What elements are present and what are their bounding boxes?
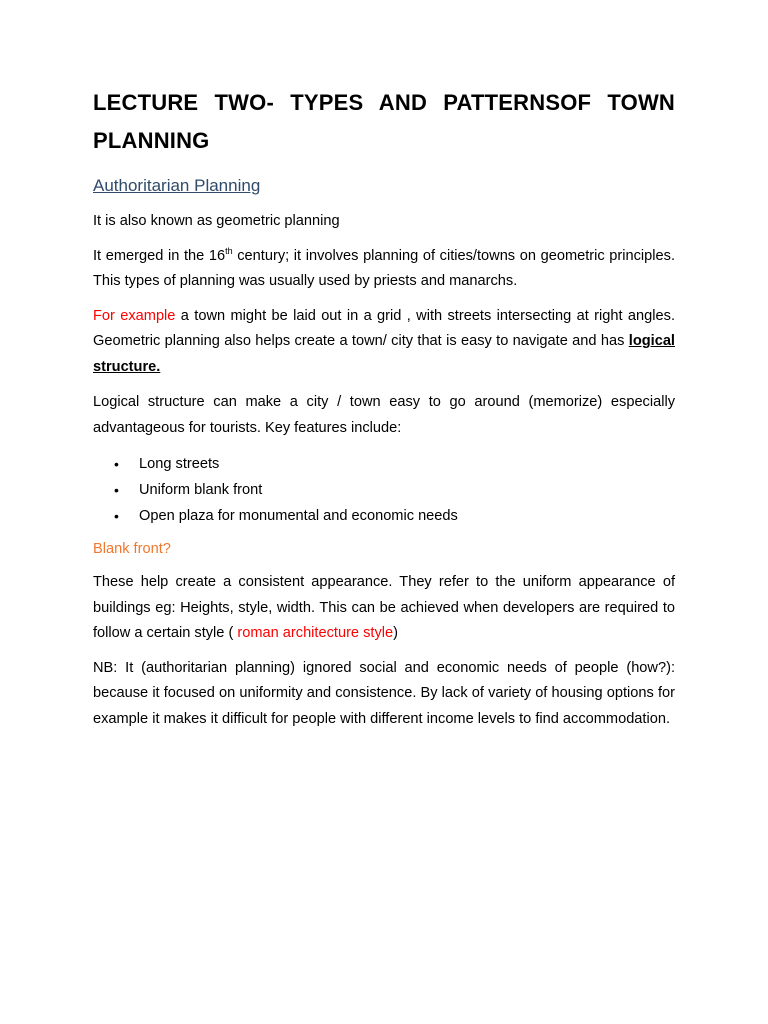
paragraph-logical-structure: Logical structure can make a city / town easy to go around (memorize) especially advantageous for tourists. Key features include: — [93, 394, 675, 436]
paragraph-example — [93, 304, 675, 381]
list-item-text: Uniform blank front — [139, 482, 263, 498]
key-features-list — [93, 451, 675, 529]
for-example-label: For example — [93, 307, 176, 324]
paragraph-nb: NB: It (authoritarian planning) ignored social and economic needs of people (how?): because it focused on uniformity and consistence. By lack of variety of housing options for example it makes it difficult for people with different income levels to find accommodation. — [93, 659, 675, 727]
bullet-icon: • — [114, 456, 119, 472]
list-item — [93, 451, 675, 477]
list-item — [93, 503, 675, 529]
emerged-text-end: century; it involves planning of cities/towns on geometric principles. This types of planning was usually used by priests and manarchs. — [93, 247, 675, 289]
closing-paren: ) — [393, 625, 398, 641]
blank-front-heading: Blank front? — [93, 541, 171, 557]
paragraph-consistent-appearance — [93, 570, 675, 647]
section-heading: Authoritarian Planning — [93, 176, 261, 195]
page-title: LECTURE TWO- TYPES AND PATTERNSOF TOWN PLANNING — [93, 90, 675, 153]
list-item — [93, 477, 675, 503]
paragraph-known-as: It is also known as geometric planning — [93, 213, 340, 229]
paragraph-emerged — [93, 244, 675, 295]
bullet-icon: • — [114, 482, 119, 498]
roman-style-label: roman architecture style — [237, 625, 394, 641]
document-page — [93, 84, 675, 732]
appearance-text: These help create a consistent appearance. They refer to the uniform appearance of buildings eg: Heights, style, width. This can be achieved when developers are required to follow a certain style ( — [93, 574, 675, 641]
example-text: a town might be laid out in a grid , with streets intersecting at right angles. Geometric planning also helps create a town/ city that is easy to navigate and has — [93, 307, 675, 349]
emerged-text-start: It emerged in the 16 — [93, 247, 226, 264]
emerged-superscript: th — [225, 245, 233, 256]
list-item-text: Open plaza for monumental and economic needs — [139, 508, 458, 524]
bullet-icon: • — [114, 508, 119, 524]
logical-structure-term: logical structure. — [93, 333, 675, 375]
list-item-text: Long streets — [139, 456, 220, 472]
